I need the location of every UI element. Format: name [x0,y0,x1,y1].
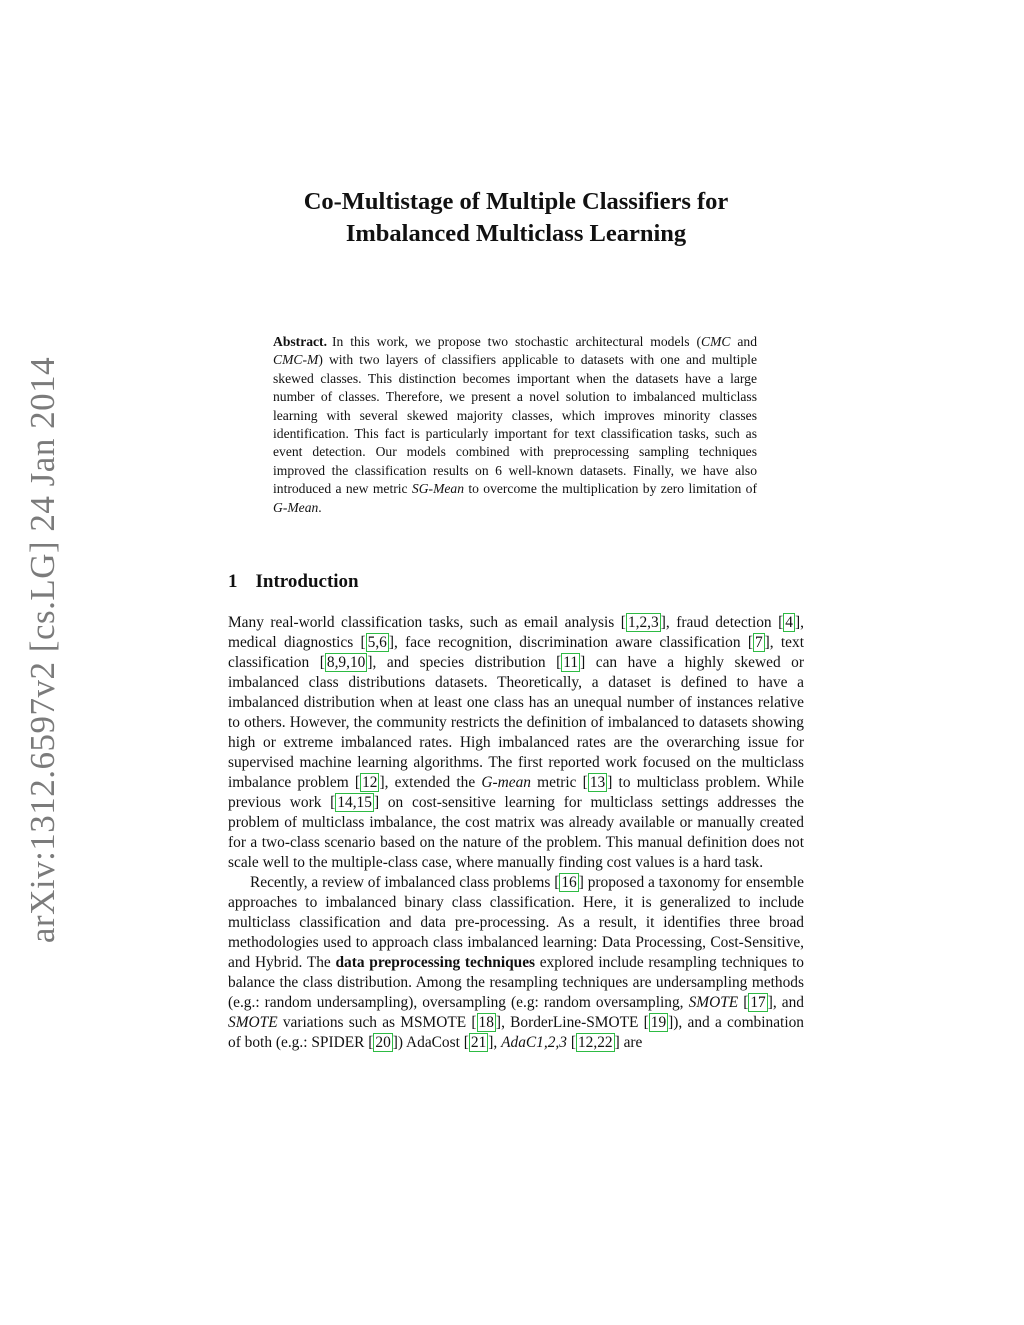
paragraph-text: , medical diagnostics [228,614,804,651]
abstract-text: and [730,334,757,349]
citation-link[interactable]: 19 [650,1014,667,1031]
abstract-text: ) with two layers of classifiers applicable to datasets with one and multiple skewed classes. This distinction becomes important when the datasets have a large number of classes. Therefore, we present a novel solution to imbalanced multiclass learning with several skewed majority classes, which improves minority classes identification. This fact is particularly important for text classification tasks, such as event detection. Our models combined with preprocessing sampling techniques improved the classification results on 6 well-known datasets. Finally, we have also introduced a new metric [273,352,757,497]
term-adac: AdaC1,2,3 [501,1034,567,1051]
abstract-text: to overcome the multiplication by zero limitation of [464,481,757,497]
citation-link[interactable]: 8,9,10 [326,654,366,671]
term-smote: SMOTE [228,1014,278,1031]
abstract-term-cmc-m: CMC-M [273,352,319,368]
paragraph-text: , [493,1034,502,1051]
paragraph-text: , fraud detection [665,614,779,631]
term-smote: SMOTE [688,994,739,1011]
citation-link[interactable]: 20 [375,1034,391,1051]
paragraph-text [738,994,743,1011]
citation-link[interactable]: 13 [589,774,606,791]
citation-link[interactable]: 17 [750,994,766,1011]
paper-title [228,186,804,250]
citation-link[interactable]: 7 [754,634,763,651]
section-title: Introduction [255,571,359,592]
paragraph-text: on cost-sensitive learning for multiclass settings addresses the problem of multiclass imbalance, the cost matrix was already available or manually created for a two-class scenario based on the nature of the problem. This manual definition does not scale well to the multiple-class case, where manually finding cost values is a hard task. [228,794,804,871]
paragraph-text: explored include resampling techniques to balance the class distribution. Among the resampling techniques are undersampling methods (e.g.: random undersampling), oversampling (e.g: random oversampling, [228,954,804,1011]
section-number: 1 [228,571,238,592]
abstract [273,333,757,517]
paragraph-text: , face recognition, discrimination aware classification [394,634,748,651]
paragraph-text: , text classification [228,634,804,671]
abstract-term-g-mean: G-Mean [273,499,319,515]
term-g-mean: G-mean [481,774,531,791]
paragraph-2: Recently, a review of imbalanced class problems [ 16 ] proposed a taxonomy for ensemble approaches to imbalanced binary class classification. Here, it is generalized to include multiclass classification and data pre-processing. As a result, it identifies three broad methodologies used to approach class imbalanced learning: Data Processing, Cost-Sensitive, and Hybrid. The data preprocessing techniques explored include resampling techniques to balance the class distribution. Among the resampling techniques are undersampling methods (e.g.: random undersampling), oversampling (e.g: random oversampling, SMOTE [ 17 ], and SMOTE variations such as MSMOTE [ 18 ], BorderLine-SMOTE [ 19 ]), and a combination of both (e.g.: SPIDER [ 20 ]) AdaCost [ 21 ], AdaC1,2,3 [ 12,22 ] are [228,874,804,1051]
abstract-text: In this work, we propose two stochastic architectural models ( [331,334,701,349]
citation-link[interactable]: 14,15 [337,794,372,811]
introduction-body [228,613,804,1053]
paragraph-text: , and [772,994,804,1011]
paragraph-1: Many real-world classification tasks, such as email analysis [ 1,2,3 ], fraud detection [ 4 ], medical diagnostics [ 5,6 ], face recognition, discrimination aware classification [ 7 ], text classification [ 8,9,10 ], and species distribution [ 11 ] can have a highly skewed or imbalanced class distributions datasets. Theoretically, a dataset is defined to have a imbalanced distribution when at least one class has an unequal number of instances relative to others. However, the community restricts the definition of imbalanced to datasets showing high or extreme imbalanced rates. High imbalanced rates are the overarching issue for supervised machine learning algorithms. The first reported work focused on the multiclass imbalance problem [ 12 ], extended the G-mean metric [ 13 ] to multiclass problem. While previous work [ 14,15 ] on cost-sensitive learning for multiclass settings addresses the problem of multiclass imbalance, the cost matrix was already available or manually created for a two-class scenario based on the nature of the problem. This manual definition does not scale well to the multiple-class case, where manually finding cost values is a hard task. [228,614,804,871]
citation-link[interactable]: 18 [478,1014,494,1031]
paragraph-text: , BorderLine-SMOTE [501,1014,644,1031]
paragraph-text: are [619,1034,643,1051]
citation-link[interactable]: 12,22 [577,1034,613,1051]
abstract-label: Abstract. [273,334,327,349]
citation-link[interactable]: 5,6 [367,634,387,651]
citation-link[interactable]: 12 [362,774,378,791]
paper-title-line-1: Co-Multistage of Multiple Classifiers for [303,188,729,215]
arxiv-identifier: arXiv:1312.6597v2 [cs.LG] 24 Jan 2014 [23,356,63,944]
citation-link[interactable]: 16 [561,874,577,891]
citation-link[interactable]: 4 [785,614,793,631]
paragraph-text: , and species distribution [372,654,557,671]
arxiv-identifier-stamp [12,356,74,944]
paragraph-text: variations such as MSMOTE [277,1014,472,1031]
citation-link[interactable]: 1,2,3 [627,614,659,631]
bold-term: data preprocessing techniques [335,954,536,971]
section-heading-introduction [228,570,804,594]
abstract-term-sg-mean: SG-Mean [411,481,465,497]
paragraph-text: ) AdaCost [397,1034,464,1051]
abstract-term-cmc: CMC [701,334,731,349]
paragraph-text: proposed a taxonomy for ensemble approaches to imbalanced binary class classification. Here, it is generalized to include multiclass classification and data pre-processing. As a result, it identifies three broad methodologies used to approach class imbalanced learning: Data Processing, Cost-Sensitive, and Hybrid. The [228,874,804,971]
paragraph-text: can have a highly skewed or imbalanced class distributions datasets. Theoretically, a dataset is defined to have a imbalanced distribution when at least one class has an unequal number of instances relative to others. However, the community restricts the definition of imbalanced to datasets showing high or extreme imbalanced rates. High imbalanced rates are the overarching issue for supervised machine learning algorithms. The first reported work focused on the multiclass imbalance problem [228,654,804,791]
citation-link[interactable]: 11 [563,654,579,671]
paragraph-text [567,1034,571,1051]
abstract-text: . [318,499,322,515]
paragraph-text: Many real-world classification tasks, such as email analysis [228,614,621,631]
paragraph-text: to multiclass problem. While previous work [228,774,804,811]
paragraph-text: ), and a combination of both (e.g.: SPIDER [228,1014,804,1051]
citation-link[interactable]: 21 [470,1034,487,1051]
paragraph-text: , extended the [384,774,482,791]
paper-title-line-2: Imbalanced Multiclass Learning [345,220,687,247]
paragraph-text: Recently, a review of imbalanced class problems [250,874,555,891]
paragraph-text: metric [530,774,583,791]
